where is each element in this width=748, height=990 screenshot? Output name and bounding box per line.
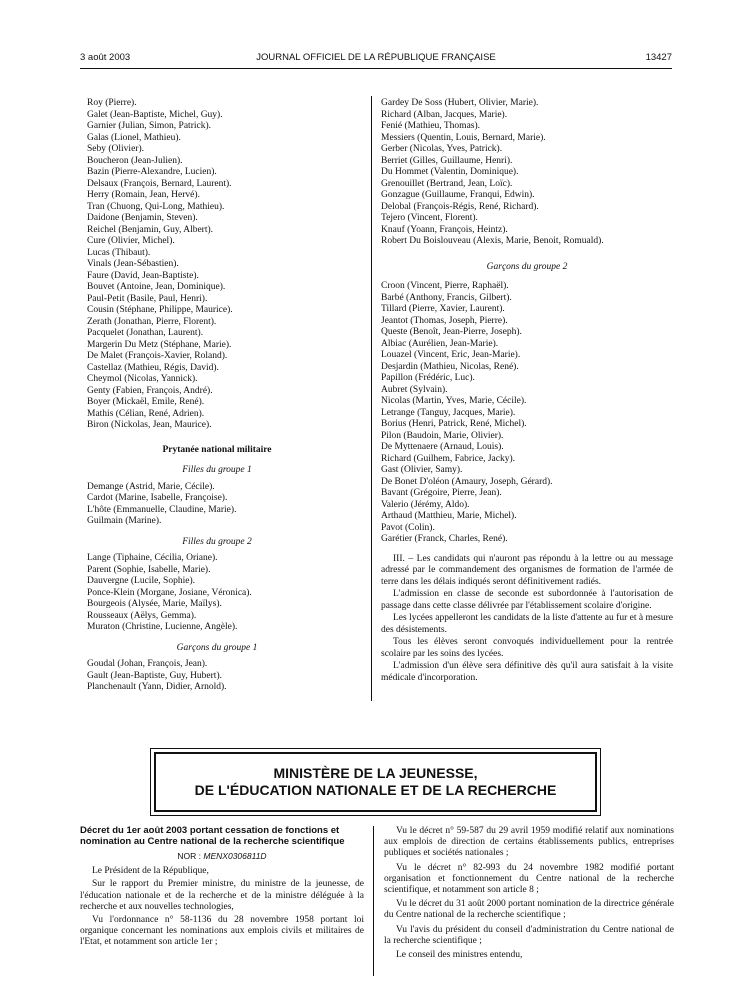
ministry-line-1: MINISTÈRE DE LA JEUNESSE, [273, 765, 478, 781]
list-item: Delsaux (François, Bernard, Laurent). [87, 178, 232, 189]
list-item: Arthaud (Matthieu, Marie, Michel). [381, 511, 517, 521]
subsection-title-filles2: Filles du groupe 2 [182, 536, 252, 547]
paragraph: Vu l'avis du président du conseil d'administration du Centre national de la recherche scientifique ; [384, 924, 674, 946]
list-item: Boyer (Mickaël, Emile, René). [87, 397, 205, 407]
section-title-prytanee: Prytanée national militaire [162, 444, 272, 455]
column-divider-bottom [373, 826, 374, 976]
decree-right-column [384, 826, 674, 964]
list-item: Nicolas (Martin, Yves, Marie, Cécile). [381, 396, 527, 406]
list-item: Richard (Alban, Jacques, Marie). [381, 109, 508, 120]
paragraph: Les lycées appelleront les candidats de la liste d'attente au fur et à mesure des désistements. [381, 613, 673, 635]
header-journal-title: JOURNAL OFFICIEL DE LA RÉPUBLIQUE FRANÇAISE [256, 52, 496, 63]
list-item: Croon (Vincent, Pierre, Raphaël). [381, 281, 509, 291]
nor-code: MENX0306811D [203, 851, 267, 861]
subsection-title-garcons1: Garçons du groupe 1 [176, 642, 258, 653]
list-item: Grenouillet (Bertrand, Jean, Loïc). [381, 178, 513, 189]
list-item: Valerio (Jérémy, Aldo). [381, 499, 470, 510]
decree-left-column [80, 826, 364, 951]
name-list [381, 281, 673, 546]
list-item: Goudal (Johan, François, Jean). [87, 659, 208, 669]
list-item: Knauf (Yoann, François, Heintz). [381, 224, 508, 235]
list-item: Rousseaux (Aëlys, Gemma). [87, 610, 197, 621]
list-item: Roy (Pierre). [87, 98, 137, 108]
list-item: Gerber (Nicolas, Yves, Patrick). [381, 144, 503, 154]
list-item: Gast (Olivier, Samy). [381, 465, 463, 475]
list-item: Cure (Olivier, Michel). [87, 236, 175, 246]
list-item: Aubret (Sylvain). [381, 384, 448, 395]
list-item: Gonzague (Guillaume, Franqui, Edwin). [381, 190, 535, 200]
list-item: Cheymol (Nicolas, Yannick). [87, 374, 198, 384]
paragraph: III. – Les candidats qui n'auront pas répondu à la lettre ou au message adressé par le commandement des organismes de formation de l'armée de terre dans les délais indiqués seront définitivement radiés. [381, 553, 673, 587]
nor-label: NOR : [177, 851, 204, 861]
header-date: 3 août 2003 [80, 52, 131, 63]
paragraph: Vu le décret n° 59-587 du 29 avril 1959 modifié relatif aux nominations aux emplois de direction de certains établissements publics, entreprises publiques et sociétés nationales ; [384, 826, 674, 859]
list-item: Biron (Nickolas, Jean, Maurice). [87, 420, 212, 430]
list-item: Lucas (Thibaut). [87, 247, 151, 258]
paragraph: Le conseil des ministres entendu, [396, 950, 523, 961]
list-item: Herry (Romain, Jean, Hervé). [87, 190, 200, 200]
name-list [87, 98, 347, 432]
list-item: Seby (Olivier). [87, 144, 144, 154]
list-item: Garétier (Franck, Charles, René). [381, 534, 508, 544]
page-header [80, 52, 672, 68]
list-item: Ponce-Klein (Morgane, Josiane, Véronica). [87, 587, 252, 598]
list-item: Margerin Du Metz (Stéphane, Marie). [87, 339, 232, 350]
list-item: Galet (Jean-Baptiste, Michel, Guy). [87, 109, 223, 120]
list-item: Planchenault (Yann, Didier, Arnold). [87, 682, 227, 692]
name-list [87, 482, 347, 528]
decree-title: Décret du 1er août 2003 portant cessation de fonctions et nomination au Centre national de la recherche scientifique [80, 825, 345, 847]
list-item: Jeantot (Thomas, Joseph, Pierre). [381, 315, 508, 326]
column-divider [371, 96, 372, 701]
list-item: De Myttenaere (Arnaud, Louis). [381, 442, 504, 452]
nor-reference [80, 851, 364, 862]
list-item: Desjardin (Mathieu, Nicolas, René). [381, 361, 519, 372]
list-item: Parent (Sophie, Isabelle, Marie). [87, 564, 211, 575]
list-item: Vinals (Jean-Sébastien). [87, 259, 179, 269]
list-item: Albiac (Aurélien, Jean-Marie). [381, 338, 499, 349]
list-item: Paul-Petit (Basile, Paul, Henri). [87, 293, 208, 304]
header-page-number: 13427 [645, 52, 672, 63]
list-item: Berriet (Gilles, Guillaume, Henri). [381, 155, 513, 166]
list-item: Letrange (Tanguy, Jacques, Marie). [381, 407, 516, 418]
list-item: Bourgeois (Alysée, Marie, Maïlys). [87, 599, 222, 609]
right-column [381, 98, 673, 684]
list-item: Cousin (Stéphane, Philippe, Maurice). [87, 305, 233, 315]
list-item: Delobal (François-Régis, René, Richard). [381, 201, 539, 212]
list-item: Gardey De Soss (Hubert, Olivier, Marie). [381, 98, 539, 108]
list-item: Tran (Chuong, Qui-Long, Mathieu). [87, 201, 225, 212]
list-item: Pilon (Baudoin, Marie, Olivier). [381, 430, 504, 441]
paragraph: Vu le décret n° 82-993 du 24 novembre 1982 modifié portant organisation et fonctionnement du Centre national de la recherche scientifique, et notamment son article 8 ; [384, 862, 674, 896]
list-item: Tejero (Vincent, Florent). [381, 213, 478, 223]
name-list [381, 98, 673, 248]
list-item: Reichel (Benjamin, Guy, Albert). [87, 224, 214, 235]
subsection-title-garcons2: Garçons du groupe 2 [486, 261, 568, 272]
list-item: Barbé (Anthony, Francis, Gilbert). [381, 292, 512, 303]
paragraph: Sur le rapport du Premier ministre, du ministre de la jeunesse, de l'éducation nationale et de la recherche et de la ministre déléguée à la recherche et aux nouvelles technologies, [80, 879, 364, 912]
list-item: Demange (Astrid, Marie, Cécile). [87, 481, 215, 492]
paragraph: Tous les élèves seront convoqués individuellement pour la rentrée scolaire par les soins des lycées. [381, 637, 673, 659]
list-item: Genty (Fabien, François, André). [87, 385, 213, 396]
list-item: Daidone (Benjamin, Steven). [87, 213, 198, 223]
list-item: Cardot (Marine, Isabelle, Françoise). [87, 493, 228, 503]
paragraph: Vu l'ordonnance n° 58-1136 du 28 novembre 1958 portant loi organique concernant les nominations aux emplois civils et militaires de l'Etat, et notamment son article 1er ; [80, 915, 364, 948]
name-list [87, 659, 347, 694]
paragraph: Le Président de la République, [92, 866, 209, 877]
list-item: Louazel (Vincent, Eric, Jean-Marie). [381, 350, 521, 360]
article-3 [381, 554, 673, 685]
list-item: Borius (Henri, Patrick, René, Michel). [381, 419, 527, 429]
list-item: Pacquelet (Jonathan, Laurent). [87, 328, 204, 338]
decree-paragraphs-left [80, 866, 364, 948]
list-item: Garnier (Julian, Simon, Patrick). [87, 121, 212, 131]
list-item: Bazin (Pierre-Alexandre, Lucien). [87, 167, 217, 177]
list-item: Gault (Jean-Baptiste, Guy, Hubert). [87, 670, 222, 681]
paragraph: L'admission en classe de seconde est subordonnée à l'autorisation de passage dans cette classe délivrée par l'établissement scolaire d'origine. [381, 589, 673, 611]
list-item: De Bonet D'oléon (Amaury, Joseph, Gérard). [381, 476, 553, 487]
list-item: Guilmain (Marine). [87, 516, 162, 526]
ministry-line-2: DE L'ÉDUCATION NATIONALE ET DE LA RECHERCHE [194, 782, 557, 798]
subsection-title-filles1: Filles du groupe 1 [182, 465, 252, 475]
list-item: Boucheron (Jean-Julien). [87, 155, 183, 166]
ministry-heading-box [150, 748, 601, 816]
list-item: Messiers (Quentin, Louis, Bernard, Marie). [381, 132, 546, 143]
list-item: Bavant (Grégoire, Pierre, Jean). [381, 488, 502, 498]
decree-paragraphs-right [384, 826, 674, 961]
list-item: Queste (Benoît, Jean-Pierre, Joseph). [381, 327, 522, 337]
list-item: Galas (Lionel, Mathieu). [87, 132, 181, 143]
list-item: Dauvergne (Lucile, Sophie). [87, 576, 195, 586]
list-item: Tillard (Pierre, Xavier, Laurent). [381, 304, 505, 314]
list-item: Mathis (Célian, René, Adrien). [87, 408, 205, 419]
list-item: Zerath (Jonathan, Pierre, Florent). [87, 316, 217, 327]
paragraph: L'admission d'un élève sera définitive dès qu'il aura satisfait à la visite médicale d'incorporation. [381, 661, 673, 683]
name-list [87, 553, 347, 634]
list-item: Richard (Guilhem, Fabrice, Jacky). [381, 453, 516, 464]
list-item: Papillon (Frédéric, Luc). [381, 373, 475, 383]
list-item: Robert Du Boislouveau (Alexis, Marie, Benoit, Romuald). [381, 236, 604, 246]
list-item: Fenié (Mathieu, Thomas). [381, 121, 481, 131]
list-item: Faure (David, Jean-Baptiste). [87, 270, 199, 281]
list-item: Du Hommet (Valentin, Dominique). [381, 167, 519, 177]
list-item: De Malet (François-Xavier, Roland). [87, 351, 228, 361]
list-item: L'hôte (Emmanuelle, Claudine, Marie). [87, 504, 237, 515]
header-rule [80, 68, 672, 69]
left-column [87, 98, 347, 694]
list-item: Bouvet (Antoine, Jean, Dominique). [87, 282, 226, 292]
list-item: Castellaz (Mathieu, Régis, David). [87, 362, 219, 373]
list-item: Muraton (Christine, Lucienne, Angèle). [87, 622, 238, 632]
list-item: Pavot (Colin). [381, 522, 435, 533]
paragraph: Vu le décret du 31 août 2000 portant nomination de la directrice générale du Centre national de la recherche scientifique ; [384, 899, 674, 921]
list-item: Lange (Tiphaine, Cécilia, Oriane). [87, 553, 218, 563]
